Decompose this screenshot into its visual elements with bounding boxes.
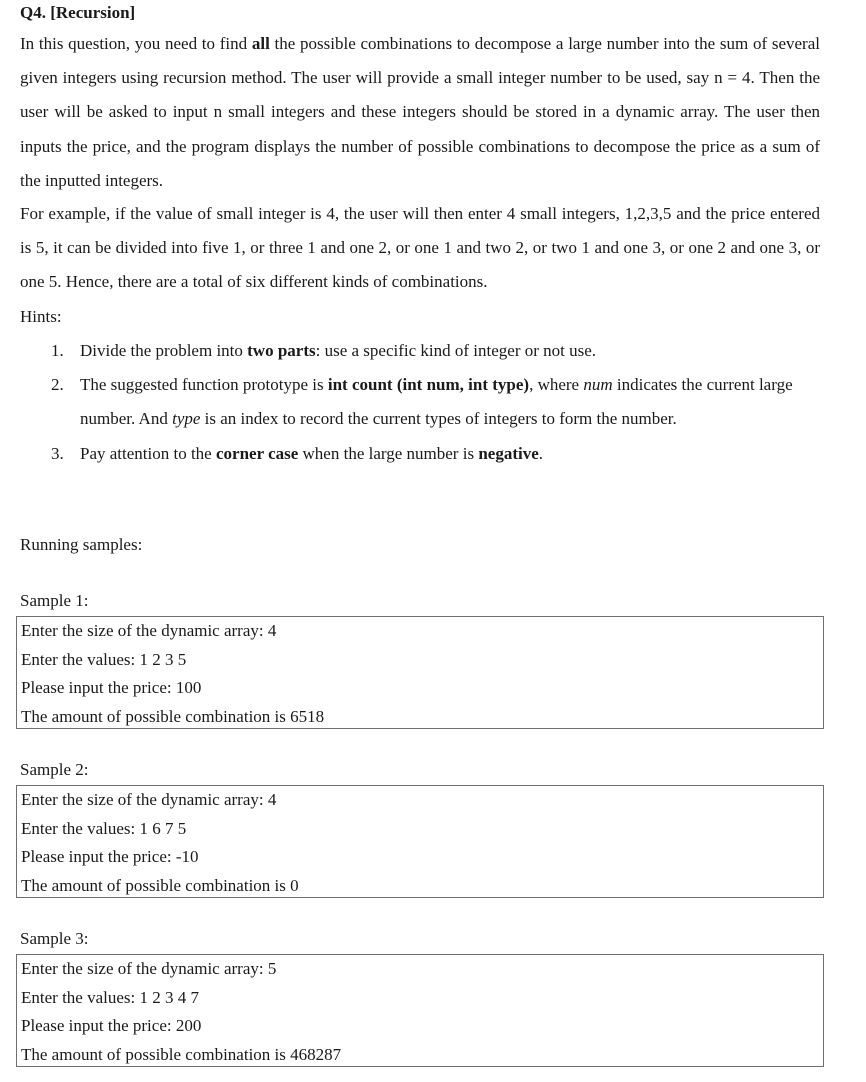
- hint-bold: corner case: [215, 443, 299, 463]
- hint-text: is an index to record the current types of integers to form the number.: [200, 409, 677, 429]
- sample-output-box: [16, 954, 824, 1067]
- hint-italic: type: [172, 409, 201, 429]
- hint-text: The suggested function prototype is: [80, 375, 328, 395]
- hint-text: Pay attention to the: [80, 443, 216, 463]
- running-samples-label: Running samples:: [20, 535, 143, 554]
- sample-label: Sample 2:: [20, 760, 89, 779]
- hint-item: [20, 368, 815, 436]
- hint-text: , where: [529, 375, 584, 395]
- intro-text-bold: all: [251, 34, 270, 53]
- sample-output-box: [16, 785, 824, 898]
- sample-line: The amount of possible combination is 468287: [21, 1044, 342, 1064]
- sample-line: Please input the price: 100: [21, 678, 202, 697]
- sample-line: Please input the price: -10: [21, 847, 199, 866]
- intro-paragraph: [20, 27, 820, 198]
- hint-bold: two parts: [247, 341, 316, 360]
- hint-text: .: [538, 443, 543, 463]
- sample-line: Enter the size of the dynamic array: 4: [21, 790, 277, 809]
- hint-text: indicates the current large number. And: [80, 375, 793, 429]
- example-paragraph: For example, if the value of small integer is 4, the user will then enter 4 small integers, 1,2,3,5 and the price entered is 5, it can be divided into five 1, or three 1 and one 2, or one 1 and two 2, or two 1 and one 3, or one 2 and one 3, or one 5. Hence, there are a total of six different kinds of combinations.: [20, 204, 820, 292]
- hint-text: Divide the problem into: [80, 341, 248, 360]
- sample-line: Enter the values: 1 6 7 5: [21, 818, 187, 838]
- hint-text: when the large number is: [298, 443, 479, 463]
- sample-line: Enter the values: 1 2 3 4 7: [21, 987, 199, 1007]
- hints-list: [20, 334, 820, 471]
- sample-line: The amount of possible combination is 6518: [21, 706, 325, 726]
- sample-line: Enter the values: 1 2 3 5: [21, 649, 187, 669]
- hint-item: [20, 334, 815, 368]
- hint-number: 3.: [51, 443, 64, 463]
- hint-number: 2.: [51, 375, 64, 395]
- sample-label: Sample 3:: [20, 929, 89, 948]
- sample-line: The amount of possible combination is 0: [21, 875, 299, 895]
- question-title: Q4. [Recursion]: [20, 3, 136, 22]
- hint-bold: int count (int num, int type): [327, 375, 530, 395]
- hint-number: 1.: [51, 341, 64, 360]
- hints-label: Hints:: [20, 307, 62, 326]
- sample-output-box: [16, 616, 824, 729]
- sample-line: Enter the size of the dynamic array: 4: [21, 621, 277, 640]
- sample-line: Please input the price: 200: [21, 1016, 202, 1035]
- hint-item: [20, 437, 815, 471]
- intro-text-a: In this question, you need to find: [20, 34, 252, 53]
- sample-label: Sample 1:: [20, 591, 89, 610]
- hint-text: : use a specific kind of integer or not use.: [315, 341, 597, 360]
- hint-italic: num: [583, 375, 613, 395]
- intro-text-c: the possible combinations to decompose a large number into the sum of several given integers using recursion method. The user will provide a small integer number to be used, say n = 4. Then the user will be asked to input n small integers and these integers should be stored in a dynamic array. The user then inputs the price, and the program displays the number of possible combinations to decompose the price as a sum of the inputted integers.: [20, 34, 820, 190]
- sample-line: Enter the size of the dynamic array: 5: [21, 959, 277, 978]
- hint-bold: negative: [478, 443, 539, 463]
